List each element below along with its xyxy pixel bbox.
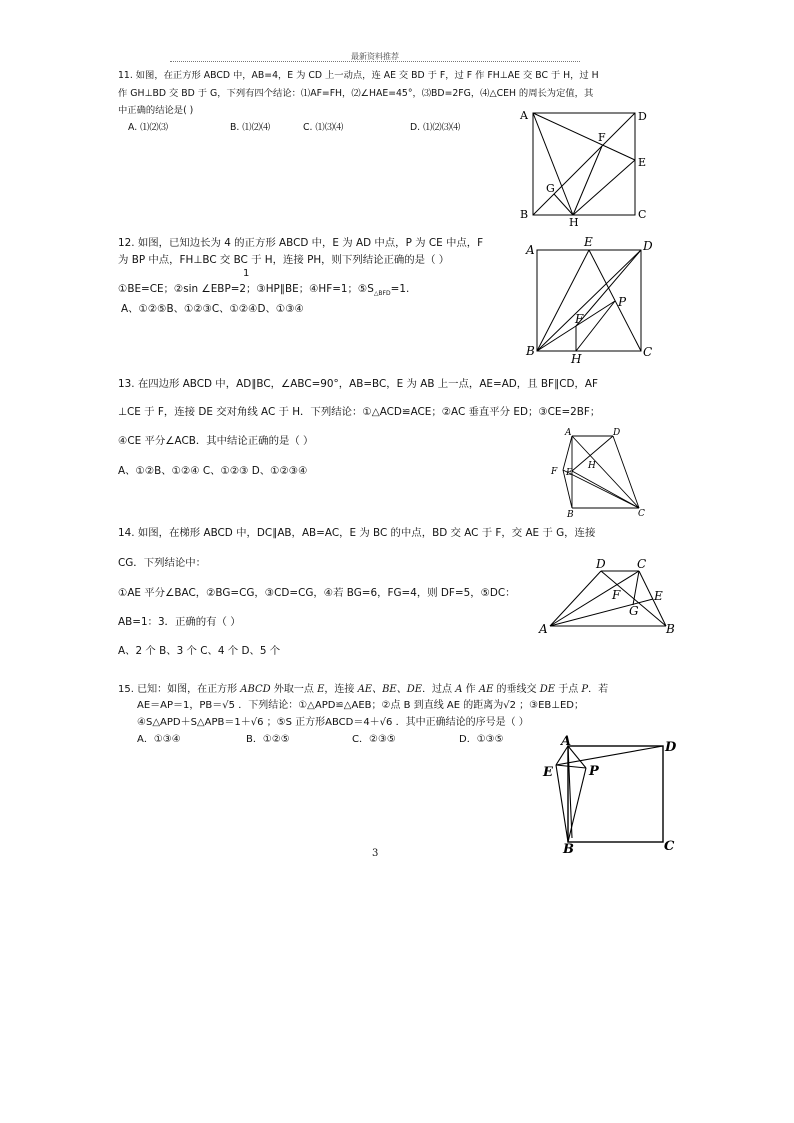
q13-options: A、①②B、①②④ C、①②③ D、①②③④ [118,465,308,477]
q15-option-c: C．②③⑤ [352,734,396,745]
q12-segment-hp [576,301,615,351]
q11-label-d: D [638,110,647,123]
q11-segment-he [573,160,635,215]
q15-label-a: A [561,734,572,749]
q12-line3-text: ①BE=CE；②sin ∠EBP=2；③HP∥BE；④HF=1；⑤S [118,283,374,295]
q15-option-b: B．①②⑤ [246,734,290,745]
q12-label-f: F [575,312,584,326]
q11-label-g: G [546,182,555,195]
q14-figure [535,555,680,637]
q13-label-a: A [565,428,572,438]
q14-label-a: A [539,622,548,636]
page-header: 最新资料推荐 [170,52,580,62]
q12-label-a: A [526,243,535,257]
q15-segment-eb [556,765,568,842]
q12-line3 [118,280,409,297]
q11-label-e: E [638,156,647,169]
q15-segment-ed [556,746,663,765]
q15-line1-ae: AE [478,684,494,695]
q12-label-d: D [643,239,653,253]
q14-label-f: F [612,588,621,602]
q13-segment-ec [572,471,639,508]
q12-frac-numerator: 1 [243,268,250,279]
q15-label-b: B [563,842,574,855]
q15-line1-abcd: ABCD [240,684,271,695]
q13-diagonal-ac [572,436,639,508]
q13-figure [543,425,653,520]
q15-line1-part: 外取一点 [270,684,318,695]
page-number: 3 [372,848,379,859]
q15-line1-part: 于点 [555,684,582,695]
q13-line2: ⊥CE 于 F，连接 DE 交对角线 AC 于 H．下列结论：①△ACD≌ACE；②AC 垂直平分 ED；③CE=2BF； [118,406,601,418]
q11-option-a: A. ⑴⑵⑶ [128,122,168,133]
q14-line2: CG．下列结论中： [118,557,207,569]
q13-segment-af [563,436,572,470]
q11-label-h: H [569,216,579,228]
q15-line1-part: ，连接 [324,684,358,695]
q15-segment-ep [556,765,586,768]
q11-label-b: B [520,208,529,221]
q15-label-e: E [543,765,553,780]
q13-label-f: F [551,467,558,477]
q11-segment-gh [554,194,573,215]
q14-segment-cg [633,571,639,605]
q15-label-p: P [589,764,599,779]
q15-line1-part: 15. 已知：如图，在正方形 [118,684,241,695]
q12-line3-end: =1. [390,283,410,295]
q15-line1 [118,680,608,695]
q11-option-b: B. ⑴⑵⑷ [230,122,271,133]
q15-label-c: C [664,839,675,854]
q13-line1: 13. 在四边形 ABCD 中，AD∥BC，∠ABC=90°，AB=BC，E 为 AB 上一点，AE=AD，且 BF∥CD，AF [118,378,598,390]
q15-line1-segs: AE、BE、DE [357,684,423,695]
q15-line1-part: 的垂线交 [493,684,540,695]
q15-line1-p: P [581,684,589,695]
q11-line1: 11. 如图，在正方形 ABCD 中，AB=4，E 为 CD 上一动点，连 AE 交 BD 于 F，过 F 作 FH⊥AE 交 BC 于 H，过 H [118,70,599,81]
q13-label-b: B [567,510,574,520]
q13-line3: ④CE 平分∠ACB．其中结论正确的是（ ） [118,435,314,447]
q15-figure [535,733,680,855]
q11-label-c: C [638,208,647,221]
q14-label-g: G [629,604,639,618]
q15-option-d: D．①③⑤ [459,734,504,745]
q15-line1-e: E [317,684,325,695]
q12-segment-ec [589,250,641,351]
q12-figure [520,234,660,364]
q12-segment-fd [576,250,641,326]
q15-label-d: D [665,740,677,755]
q15-line2: AE＝AP＝1，PB＝√5 ．下列结论：①△APD≌△AEB；②点 B 到直线 AE 的距离为√2 ；③EB⊥ED； [137,700,584,711]
q11-diagonal-bd [533,113,635,215]
q13-label-c: C [638,509,645,519]
q12-line2: 为 BP 中点，FH⊥BC 交 BC 于 H，连接 PH，则下列结论正确的是（ ） [118,254,450,266]
q15-line1-part: ．过点 [422,684,456,695]
q15-line1-de: DE [539,684,556,695]
q13-label-e: E [566,468,573,478]
q15-line1-a: A [455,684,463,695]
q12-label-c: C [643,345,653,359]
q12-label-b: B [526,344,535,358]
q12-segment-be [537,250,589,351]
q15-line1-part: ．若 [588,684,609,695]
q14-line4: AB=1：3．正确的有（ ） [118,616,241,628]
q11-line2: 作 GH⊥BD 交 BD 于 G，下列有四个结论：⑴AF=FH，⑵∠HAE=45°，⑶BD=2FG，⑷△CEH 的周长为定值，其 [118,88,594,99]
q11-figure [510,104,660,228]
q13-label-d: D [613,428,621,438]
q14-label-b: B [666,622,675,636]
q12-line3-sub: △BFD [373,290,391,298]
q14-label-e: E [654,589,663,603]
q13-label-h: H [588,461,596,471]
q11-option-d: D. ⑴⑵⑶⑷ [410,122,461,133]
q14-label-d: D [596,557,606,571]
q15-segment-ap [568,746,586,768]
q12-label-h: H [571,352,582,364]
q14-line1: 14. 如图，在梯形 ABCD 中，DC∥AB，AB=AC，E 为 BC 的中点，BD 交 AC 于 F，交 AE 于 G，连接 [118,527,596,539]
q15-line3: ④S△APD＋S△APB＝1＋√6 ；⑤S 正方形ABCD＝4＋√6 ．其中正确结论的序号是（ ） [137,717,529,728]
q15-line1-part: 作 [462,684,479,695]
q15-option-a: A．①③④ [137,734,181,745]
q12-label-p: P [618,295,627,309]
q14-segment-ac [550,571,639,626]
q14-options: A、2 个 B、3 个 C、4 个 D、5 个 [118,645,281,657]
q12-line1: 12. 如图，已知边长为 4 的正方形 ABCD 中，E 为 AD 中点，P 为 CE 中点，F [118,237,484,249]
q12-options: A、①②⑤B、①②③C、①②④D、①③④ [121,303,304,315]
q12-label-e: E [584,235,593,249]
q14-label-c: C [637,557,647,571]
q11-line3: 中正确的结论是( ) [118,105,194,116]
q11-segment-fh [573,146,602,215]
q11-label-a: A [520,109,528,122]
q11-label-f: F [598,131,606,144]
q14-segment-ad [550,571,601,626]
q11-option-c: C. ⑴⑶⑷ [303,122,344,133]
q14-line3: ①AE 平分∠BAC，②BG=CG，③CD=CG，④若 BG=6，FG=4，则 DF=5，⑤DC： [118,587,516,599]
